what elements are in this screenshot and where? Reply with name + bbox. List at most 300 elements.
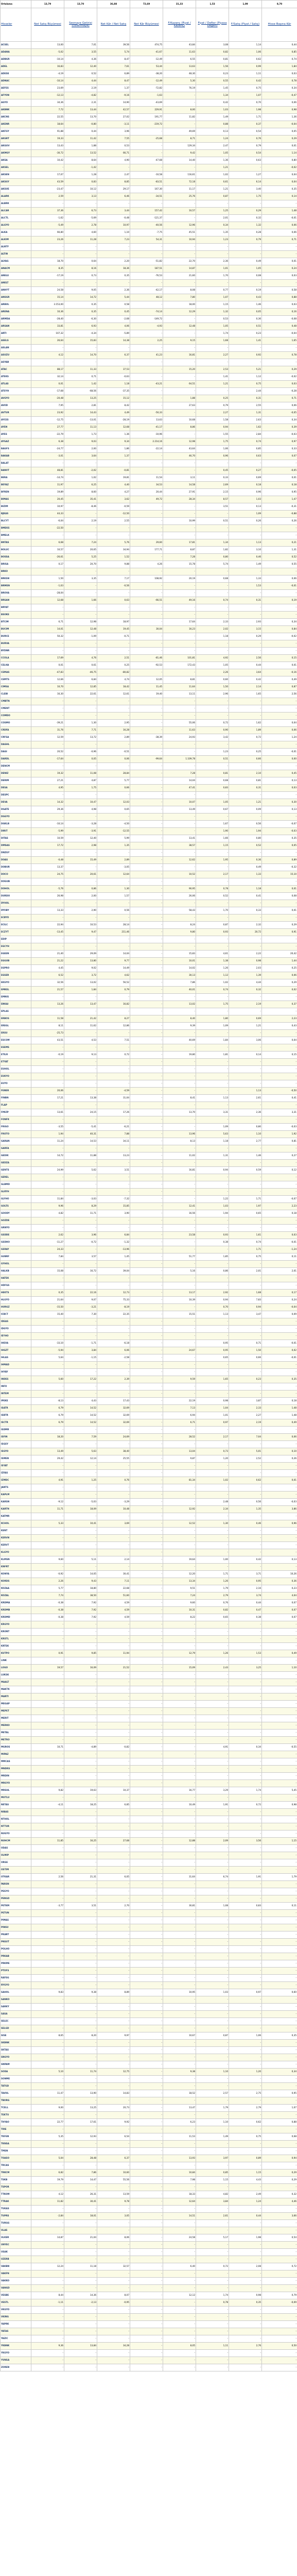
- table-row[interactable]: [1, 1751, 297, 1758]
- table-row[interactable]: [1, 2364, 297, 2371]
- cell-ticker[interactable]: ETILR: [1, 1052, 31, 1059]
- cell-ticker[interactable]: OLMIP: [1, 1852, 31, 1859]
- table-row[interactable]: [1, 1102, 297, 1109]
- table-row[interactable]: [1, 1311, 297, 1318]
- cell-ticker[interactable]: IZFAS: [1, 1470, 31, 1477]
- cell-ticker[interactable]: ANELT: [1, 280, 31, 287]
- table-row[interactable]: [1, 1470, 297, 1477]
- table-row[interactable]: [1, 1347, 297, 1354]
- table-row[interactable]: [1, 1225, 297, 1232]
- cell-ticker[interactable]: BAKAB: [1, 453, 31, 460]
- cell-ticker[interactable]: MGROS: [1, 1744, 31, 1751]
- cell-ticker[interactable]: BRSAN: [1, 597, 31, 604]
- table-row[interactable]: [1, 1340, 297, 1347]
- table-row[interactable]: [1, 1080, 297, 1088]
- table-row[interactable]: [1, 1614, 297, 1621]
- cell-ticker[interactable]: VESTL: [1, 2299, 31, 2307]
- cell-ticker[interactable]: NETAS: [1, 1802, 31, 1809]
- cell-ticker[interactable]: YATAS: [1, 2328, 31, 2335]
- cell-ticker[interactable]: AVTUR: [1, 410, 31, 417]
- cell-ticker[interactable]: CIMSA: [1, 684, 31, 691]
- table-row[interactable]: [1, 994, 297, 1001]
- table-row[interactable]: [1, 532, 297, 539]
- cell-ticker[interactable]: KARSN: [1, 1499, 31, 1506]
- cell-ticker[interactable]: AKFGY: [1, 128, 31, 135]
- cell-ticker[interactable]: UZERB: [1, 2256, 31, 2263]
- table-row[interactable]: [1, 612, 297, 619]
- table-row[interactable]: [1, 1600, 297, 1607]
- table-row[interactable]: [1, 979, 297, 987]
- table-row[interactable]: [1, 1996, 297, 2004]
- table-row[interactable]: [1, 539, 297, 547]
- table-row[interactable]: [1, 2018, 297, 2025]
- table-row[interactable]: [1, 777, 297, 785]
- cell-ticker[interactable]: ECILC: [1, 922, 31, 929]
- table-row[interactable]: [1, 438, 297, 446]
- cell-ticker[interactable]: BYDNR: [1, 648, 31, 655]
- cell-ticker[interactable]: ANSGR: [1, 294, 31, 301]
- table-row[interactable]: [1, 1953, 297, 1960]
- cell-ticker[interactable]: MRDIN: [1, 1773, 31, 1780]
- table-row[interactable]: [1, 1867, 297, 1874]
- cell-ticker[interactable]: ALYAG: [1, 258, 31, 265]
- cell-ticker[interactable]: GLRYH: [1, 1189, 31, 1196]
- table-row[interactable]: [1, 1592, 297, 1600]
- table-row[interactable]: [1, 1167, 297, 1174]
- cell-ticker[interactable]: IHEVA: [1, 1340, 31, 1347]
- table-row[interactable]: [1, 1657, 297, 1665]
- table-row[interactable]: [1, 1290, 297, 1297]
- table-row[interactable]: [1, 1946, 297, 1953]
- header-net-sales-growth-link[interactable]: Net Satış Büyümesi: [31, 8, 64, 42]
- table-row[interactable]: [1, 1023, 297, 1030]
- table-row[interactable]: [1, 1737, 297, 1744]
- table-row[interactable]: [1, 294, 297, 301]
- cell-ticker[interactable]: YAZIC: [1, 2335, 31, 2343]
- table-row[interactable]: [1, 395, 297, 402]
- cell-ticker[interactable]: ERBOS: [1, 1015, 31, 1023]
- table-row[interactable]: [1, 785, 297, 792]
- table-row[interactable]: [1, 2032, 297, 2040]
- cell-ticker[interactable]: DITAS: [1, 835, 31, 842]
- cell-ticker[interactable]: DIRIT: [1, 828, 31, 835]
- cell-ticker[interactable]: ISBTR: [1, 1412, 31, 1419]
- cell-ticker[interactable]: ZOREN: [1, 2364, 31, 2371]
- cell-ticker[interactable]: AKSUE: [1, 186, 31, 193]
- cell-ticker[interactable]: VAKFN: [1, 2270, 31, 2278]
- cell-ticker[interactable]: TSPOR: [1, 2184, 31, 2191]
- table-row[interactable]: [1, 417, 297, 424]
- table-row[interactable]: [1, 359, 297, 366]
- table-row[interactable]: [1, 814, 297, 821]
- table-row[interactable]: [1, 2097, 297, 2105]
- table-row[interactable]: [1, 2155, 297, 2162]
- table-row[interactable]: [1, 2357, 297, 2364]
- cell-ticker[interactable]: IHLAS: [1, 1354, 31, 1362]
- table-row[interactable]: [1, 388, 297, 395]
- cell-ticker[interactable]: ACSEL: [1, 42, 31, 49]
- table-row[interactable]: [1, 1766, 297, 1773]
- cell-ticker[interactable]: ALBRK: [1, 200, 31, 208]
- cell-ticker[interactable]: BURVA: [1, 640, 31, 648]
- table-row[interactable]: [1, 99, 297, 107]
- table-row[interactable]: [1, 799, 297, 806]
- cell-ticker[interactable]: RYGYO: [1, 1982, 31, 1989]
- table-row[interactable]: [1, 749, 297, 756]
- table-row[interactable]: [1, 410, 297, 417]
- cell-ticker[interactable]: EKGYO: [1, 979, 31, 987]
- cell-ticker[interactable]: ESEMS: [1, 1044, 31, 1052]
- table-row[interactable]: [1, 850, 297, 857]
- table-row[interactable]: [1, 756, 297, 763]
- cell-ticker[interactable]: CELHA: [1, 662, 31, 669]
- table-row[interactable]: [1, 669, 297, 676]
- cell-ticker[interactable]: PETKM: [1, 1903, 31, 1910]
- cell-ticker[interactable]: BANVT: [1, 467, 31, 474]
- table-row[interactable]: [1, 2270, 297, 2278]
- table-row[interactable]: [1, 323, 297, 330]
- cell-ticker[interactable]: PETUN: [1, 1910, 31, 1917]
- table-row[interactable]: [1, 1109, 297, 1116]
- table-row[interactable]: [1, 1780, 297, 1787]
- cell-ticker[interactable]: NTTUR: [1, 1823, 31, 1831]
- table-row[interactable]: [1, 1282, 297, 1290]
- cell-ticker[interactable]: RAYSG: [1, 1975, 31, 1982]
- cell-ticker[interactable]: ASYAB: [1, 359, 31, 366]
- table-row[interactable]: [1, 1881, 297, 1888]
- table-row[interactable]: [1, 222, 297, 229]
- cell-ticker[interactable]: PRKAB: [1, 1953, 31, 1960]
- table-row[interactable]: [1, 1629, 297, 1636]
- cell-ticker[interactable]: SELGD: [1, 2025, 31, 2032]
- cell-ticker[interactable]: KERVT: [1, 1542, 31, 1549]
- cell-ticker[interactable]: GENTS: [1, 1167, 31, 1174]
- table-row[interactable]: [1, 1376, 297, 1383]
- table-row[interactable]: [1, 525, 297, 532]
- cell-ticker[interactable]: BIZIM: [1, 503, 31, 511]
- cell-ticker[interactable]: DAGHL: [1, 741, 31, 749]
- cell-ticker[interactable]: GSDDE: [1, 1232, 31, 1239]
- cell-ticker[interactable]: HEKTS: [1, 1290, 31, 1297]
- table-row[interactable]: [1, 2206, 297, 2213]
- cell-ticker[interactable]: ASELS: [1, 337, 31, 345]
- table-row[interactable]: [1, 2025, 297, 2032]
- table-row[interactable]: [1, 345, 297, 352]
- table-row[interactable]: [1, 2263, 297, 2270]
- cell-ticker[interactable]: KENT: [1, 1528, 31, 1535]
- table-row[interactable]: [1, 1744, 297, 1751]
- cell-ticker[interactable]: TBORG: [1, 2097, 31, 2105]
- cell-ticker[interactable]: SNGYO: [1, 2054, 31, 2061]
- table-row[interactable]: [1, 2141, 297, 2148]
- table-row[interactable]: [1, 1405, 297, 1412]
- cell-ticker[interactable]: DENCM: [1, 763, 31, 770]
- table-row[interactable]: [1, 972, 297, 979]
- table-row[interactable]: [1, 1333, 297, 1340]
- cell-ticker[interactable]: KATMR: [1, 1513, 31, 1520]
- table-row[interactable]: [1, 1138, 297, 1145]
- table-row[interactable]: [1, 2112, 297, 2119]
- cell-ticker[interactable]: TTKOM: [1, 2191, 31, 2198]
- table-row[interactable]: [1, 1066, 297, 1073]
- cell-ticker[interactable]: PIMAS: [1, 1917, 31, 1924]
- table-row[interactable]: [1, 460, 297, 467]
- cell-ticker[interactable]: KUTPO: [1, 1650, 31, 1657]
- cell-ticker[interactable]: EMNIS: [1, 994, 31, 1001]
- table-row[interactable]: [1, 374, 297, 381]
- cell-ticker[interactable]: AYES: [1, 431, 31, 438]
- cell-ticker[interactable]: BNTAS: [1, 539, 31, 547]
- table-row[interactable]: [1, 1520, 297, 1528]
- cell-ticker[interactable]: INDES: [1, 1376, 31, 1383]
- table-row[interactable]: [1, 857, 297, 864]
- cell-ticker[interactable]: ISGYO: [1, 1448, 31, 1455]
- cell-ticker[interactable]: HALKB: [1, 1268, 31, 1275]
- table-row[interactable]: [1, 2170, 297, 2177]
- table-row[interactable]: [1, 1095, 297, 1102]
- header-pe-link[interactable]: F/Kazanç (Fiyat / Kazanç): [163, 8, 196, 42]
- cell-ticker[interactable]: BFREN: [1, 489, 31, 496]
- cell-ticker[interactable]: GARAN: [1, 1138, 31, 1145]
- cell-ticker[interactable]: AKGRT: [1, 135, 31, 143]
- table-row[interactable]: [1, 684, 297, 691]
- table-row[interactable]: [1, 1015, 297, 1023]
- table-row[interactable]: [1, 273, 297, 280]
- cell-ticker[interactable]: UNYEC: [1, 2242, 31, 2249]
- cell-ticker[interactable]: BRKO: [1, 568, 31, 575]
- cell-ticker[interactable]: OTKAR: [1, 1874, 31, 1881]
- cell-ticker[interactable]: BUCIM: [1, 626, 31, 633]
- table-row[interactable]: [1, 1571, 297, 1578]
- table-row[interactable]: [1, 691, 297, 698]
- table-row[interactable]: [1, 1261, 297, 1268]
- table-row[interactable]: [1, 1636, 297, 1643]
- table-row[interactable]: [1, 1708, 297, 1715]
- table-row[interactable]: [1, 965, 297, 972]
- cell-ticker[interactable]: AFYON: [1, 92, 31, 99]
- cell-ticker[interactable]: TIRE: [1, 2126, 31, 2133]
- cell-ticker[interactable]: METRO: [1, 1737, 31, 1744]
- table-row[interactable]: [1, 741, 297, 749]
- cell-ticker[interactable]: USAK: [1, 2249, 31, 2256]
- table-row[interactable]: [1, 835, 297, 842]
- cell-ticker[interactable]: KRDMB: [1, 1607, 31, 1614]
- cell-ticker[interactable]: DARDL: [1, 756, 31, 763]
- table-row[interactable]: [1, 763, 297, 770]
- cell-ticker[interactable]: TTRAK: [1, 2198, 31, 2206]
- cell-ticker[interactable]: TAVHL: [1, 2090, 31, 2097]
- table-row[interactable]: [1, 2234, 297, 2242]
- cell-ticker[interactable]: BOLUC: [1, 547, 31, 554]
- cell-ticker[interactable]: MIPAZ: [1, 1751, 31, 1758]
- table-row[interactable]: [1, 2307, 297, 2314]
- cell-ticker[interactable]: ECBYO: [1, 914, 31, 922]
- table-row[interactable]: [1, 402, 297, 410]
- table-row[interactable]: [1, 1174, 297, 1181]
- cell-ticker[interactable]: ADESE: [1, 71, 31, 78]
- table-row[interactable]: [1, 1679, 297, 1686]
- table-row[interactable]: [1, 1153, 297, 1160]
- table-row[interactable]: [1, 864, 297, 871]
- table-row[interactable]: [1, 951, 297, 958]
- table-row[interactable]: [1, 1585, 297, 1592]
- table-row[interactable]: [1, 1650, 297, 1657]
- table-row[interactable]: [1, 2061, 297, 2069]
- table-row[interactable]: [1, 1643, 297, 1650]
- cell-ticker[interactable]: DMSAS: [1, 842, 31, 850]
- cell-ticker[interactable]: FMIZP: [1, 1109, 31, 1116]
- cell-ticker[interactable]: MMCAS: [1, 1758, 31, 1766]
- cell-ticker[interactable]: AKENR: [1, 121, 31, 128]
- cell-ticker[interactable]: ADBGR: [1, 56, 31, 63]
- cell-ticker[interactable]: KOZAL: [1, 1592, 31, 1600]
- table-row[interactable]: [1, 1052, 297, 1059]
- table-row[interactable]: [1, 229, 297, 236]
- cell-ticker[interactable]: MARTI: [1, 1693, 31, 1701]
- cell-ticker[interactable]: GLYHO: [1, 1196, 31, 1203]
- table-row[interactable]: [1, 1275, 297, 1282]
- table-row[interactable]: [1, 193, 297, 200]
- cell-ticker[interactable]: PENGD: [1, 1895, 31, 1903]
- table-row[interactable]: [1, 258, 297, 265]
- table-row[interactable]: [1, 1982, 297, 1989]
- table-row[interactable]: [1, 431, 297, 438]
- table-row[interactable]: [1, 179, 297, 186]
- cell-ticker[interactable]: AKCNS: [1, 114, 31, 121]
- table-row[interactable]: [1, 1701, 297, 1708]
- table-row[interactable]: [1, 287, 297, 294]
- cell-ticker[interactable]: ARTI: [1, 330, 31, 337]
- table-row[interactable]: [1, 871, 297, 878]
- cell-ticker[interactable]: BLCYT: [1, 518, 31, 525]
- table-row[interactable]: [1, 1297, 297, 1304]
- table-row[interactable]: [1, 893, 297, 900]
- cell-ticker[interactable]: MUTLU: [1, 1794, 31, 1802]
- cell-ticker[interactable]: YKGYO: [1, 2350, 31, 2357]
- table-row[interactable]: [1, 511, 297, 518]
- table-row[interactable]: [1, 1398, 297, 1405]
- cell-ticker[interactable]: GEDIK: [1, 1153, 31, 1160]
- cell-ticker[interactable]: ATEKS: [1, 374, 31, 381]
- cell-ticker[interactable]: ALGYO: [1, 222, 31, 229]
- table-row[interactable]: [1, 1354, 297, 1362]
- table-row[interactable]: [1, 208, 297, 215]
- cell-ticker[interactable]: ATLAS: [1, 381, 31, 388]
- cell-ticker[interactable]: GOLTS: [1, 1203, 31, 1210]
- cell-ticker[interactable]: ISGSY: [1, 1441, 31, 1448]
- table-row[interactable]: [1, 78, 297, 85]
- cell-ticker[interactable]: ALCTL: [1, 215, 31, 222]
- table-row[interactable]: [1, 1528, 297, 1535]
- header-eps-link[interactable]: Hisse Başına Kâr: [262, 8, 297, 42]
- table-row[interactable]: [1, 381, 297, 388]
- table-row[interactable]: [1, 1088, 297, 1095]
- cell-ticker[interactable]: ASLAN: [1, 345, 31, 352]
- table-row[interactable]: [1, 474, 297, 482]
- cell-ticker[interactable]: MERKO: [1, 1722, 31, 1730]
- table-row[interactable]: [1, 114, 297, 121]
- cell-ticker[interactable]: AKSEL: [1, 164, 31, 172]
- cell-ticker[interactable]: TURGG: [1, 2220, 31, 2227]
- cell-ticker[interactable]: ALARK: [1, 193, 31, 200]
- cell-ticker[interactable]: VAKKO: [1, 2278, 31, 2285]
- cell-ticker[interactable]: GSDHO: [1, 1239, 31, 1246]
- cell-ticker[interactable]: FINBN: [1, 1095, 31, 1102]
- cell-ticker[interactable]: AYGAZ: [1, 438, 31, 446]
- cell-ticker[interactable]: TOASO: [1, 2155, 31, 2162]
- cell-ticker[interactable]: VAKBN: [1, 2263, 31, 2270]
- table-row[interactable]: [1, 1722, 297, 1730]
- table-row[interactable]: [1, 1773, 297, 1780]
- cell-ticker[interactable]: CMENT: [1, 705, 31, 713]
- cell-ticker[interactable]: DEVA: [1, 799, 31, 806]
- table-row[interactable]: [1, 648, 297, 655]
- cell-ticker[interactable]: NUHCM: [1, 1838, 31, 1845]
- table-row[interactable]: [1, 1044, 297, 1052]
- cell-ticker[interactable]: DOCO: [1, 871, 31, 878]
- cell-ticker[interactable]: NTHOL: [1, 1816, 31, 1823]
- cell-ticker[interactable]: EDIP: [1, 936, 31, 943]
- table-row[interactable]: [1, 1924, 297, 1931]
- cell-ticker[interactable]: SKBNK: [1, 2040, 31, 2047]
- table-row[interactable]: [1, 424, 297, 431]
- table-row[interactable]: [1, 164, 297, 172]
- table-row[interactable]: [1, 1145, 297, 1153]
- cell-ticker[interactable]: CRDFA: [1, 727, 31, 734]
- table-row[interactable]: [1, 2083, 297, 2090]
- cell-ticker[interactable]: OSTIM: [1, 1867, 31, 1874]
- table-row[interactable]: [1, 2047, 297, 2054]
- table-row[interactable]: [1, 2069, 297, 2076]
- table-row[interactable]: [1, 914, 297, 922]
- table-row[interactable]: [1, 987, 297, 994]
- cell-ticker[interactable]: TRKCM: [1, 2170, 31, 2177]
- cell-ticker[interactable]: GOODY: [1, 1210, 31, 1217]
- table-row[interactable]: [1, 215, 297, 222]
- table-row[interactable]: [1, 727, 297, 734]
- cell-ticker[interactable]: MERIT: [1, 1715, 31, 1722]
- table-row[interactable]: [1, 590, 297, 597]
- table-row[interactable]: [1, 1787, 297, 1794]
- table-row[interactable]: [1, 720, 297, 727]
- table-row[interactable]: [1, 236, 297, 244]
- cell-ticker[interactable]: MNDRS: [1, 1766, 31, 1773]
- table-row[interactable]: [1, 63, 297, 71]
- cell-ticker[interactable]: KAPLM: [1, 1492, 31, 1499]
- table-row[interactable]: [1, 575, 297, 583]
- cell-ticker[interactable]: BMEKS: [1, 525, 31, 532]
- cell-ticker[interactable]: ADEL: [1, 63, 31, 71]
- table-row[interactable]: [1, 1838, 297, 1845]
- cell-ticker[interactable]: BJKAS: [1, 511, 31, 518]
- cell-ticker[interactable]: IDEAS: [1, 1318, 31, 1326]
- cell-ticker[interactable]: PTOFS: [1, 1968, 31, 1975]
- table-row[interactable]: [1, 734, 297, 741]
- cell-ticker[interactable]: EGPRO: [1, 965, 31, 972]
- cell-ticker[interactable]: DGGYO: [1, 814, 31, 821]
- table-row[interactable]: [1, 886, 297, 893]
- cell-ticker[interactable]: DGATE: [1, 806, 31, 814]
- cell-ticker[interactable]: DESA: [1, 785, 31, 792]
- cell-ticker[interactable]: GEDZA: [1, 1160, 31, 1167]
- cell-ticker[interactable]: DAGI: [1, 749, 31, 756]
- table-row[interactable]: [1, 2299, 297, 2307]
- cell-ticker[interactable]: BRKSN: [1, 575, 31, 583]
- table-row[interactable]: [1, 1484, 297, 1492]
- table-row[interactable]: [1, 1506, 297, 1513]
- table-row[interactable]: [1, 1124, 297, 1131]
- table-row[interactable]: [1, 366, 297, 374]
